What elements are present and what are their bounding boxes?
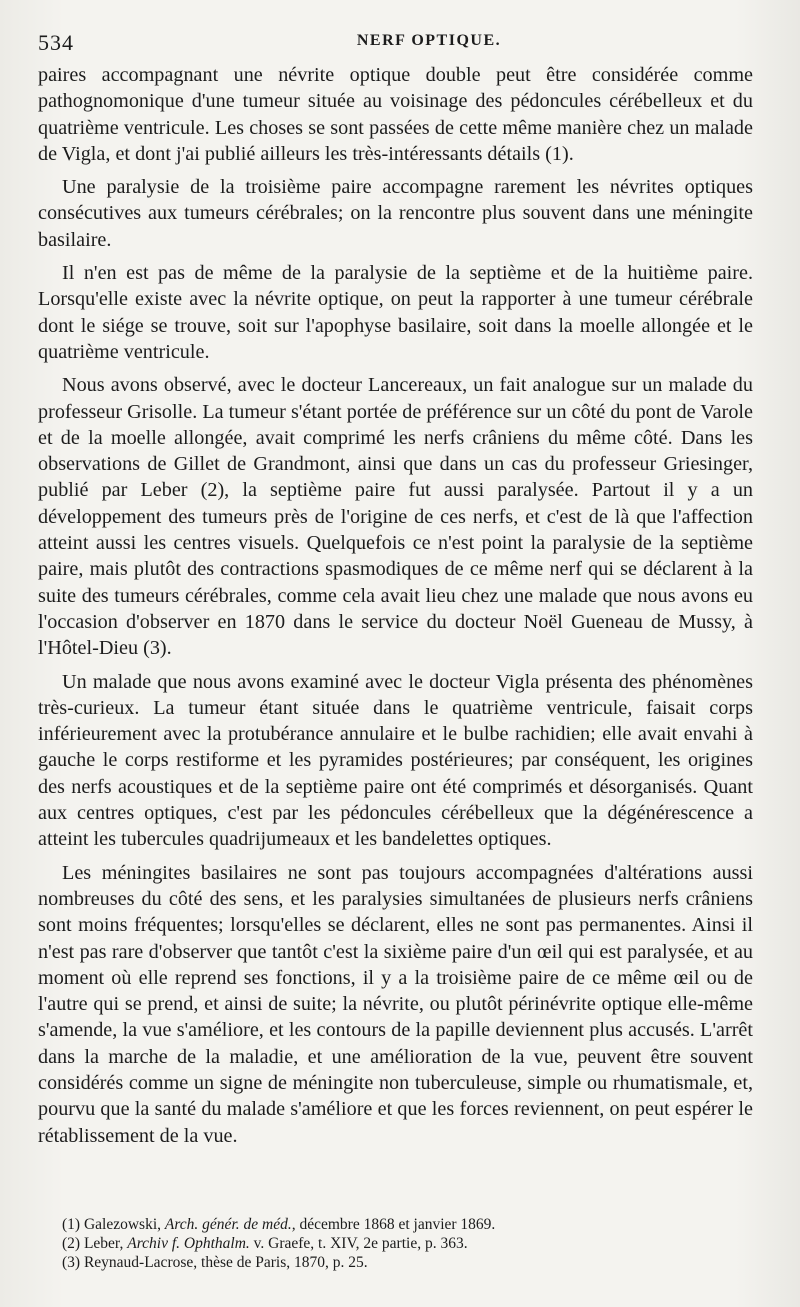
- footnote: [62, 1215, 702, 1234]
- footnote-author: Reynaud-Lacrose,: [83, 1254, 198, 1271]
- page-number: 534: [38, 30, 74, 55]
- footnote: [62, 1253, 702, 1272]
- footnote-number: (2): [62, 1235, 81, 1252]
- paragraph: Nous avons observé, avec le docteur Lancereaux, un fait analogue sur un malade du professeur Grisolle. La tumeur s'étant portée de préférence sur un côté du pont de Varole et de la moelle allongée, avait comprimé les nerfs crâniens du même côté. Dans les observations de Gillet de Grandmont, ainsi que dans un cas du professeur Griesinger, publié par Leber (2), la septième paire fut aussi paralysée. Partout il y a un développement des tumeurs près de l'origine de ces nerfs, et c'est de là que l'affection atteint aussi les centres visuels. Quelquefois ce n'est point la paralysie de la septième paire, mais plutôt des contractions spasmodiques de ce même nerf qui se déclarent à la suite des tumeurs cérébrales, comme cela avait lieu chez une malade que nous avons eu l'occasion d'observer en 1870 dans le service du docteur Noël Gueneau de Mussy, à l'Hôtel-Dieu (3).: [38, 374, 753, 660]
- paragraph: Les méningites basilaires ne sont pas toujours accompagnées d'altérations aussi nombreuses du côté des sens, et les paralysies simultanées de plusieurs nerfs crâniens sont moins fréquentes; lorsqu'elles se déclarent, elles ne sont pas permanentes. Ainsi il n'est pas rare d'observer que tantôt c'est la sixième paire d'un œil qui est paralysée, et au moment où elle reprend ses fonctions, il y a la troisième paire de ce même œil ou de l'autre qui se prend, et ainsi de suite; la névrite, ou plutôt périnévrite optique elle-même s'amende, la vue s'améliore, et les contours de la papille deviennent plus accusés. L'arrêt dans la marche de la maladie, et une amélioration de la vue, peuvent être souvent considérés comme un signe de méningite non tuberculeuse, simple ou rhumatismale, et, pourvu que la santé du malade s'améliore et que les forces reviennent, on peut espérer le rétablissement de la vue.: [38, 861, 753, 1147]
- footnote-author: Leber,: [83, 1235, 124, 1252]
- footnote-work: Archiv f. Ophthalm.: [127, 1235, 250, 1252]
- paragraph: Il n'en est pas de même de la paralysie de la septième et de la huitième paire. Lorsqu'elle existe avec la névrite optique, on peut la rapporter à une tumeur cérébrale dont le siége se trouve, soit sur l'apophyse basilaire, soit dans la moelle allongée et le quatrième ventricule.: [38, 262, 753, 363]
- body-text: [38, 62, 753, 1156]
- footnote-work: Arch. génér. de méd.,: [164, 1216, 296, 1233]
- paragraph: paires accompagnant une névrite optique double peut être considérée comme pathognomonique d'une tumeur située au voisinage des pédoncules cérébelleux et du quatrième ventricule. Les choses se sont passées de cette même manière chez un malade de Vigla, et dont j'ai publié ailleurs les très-intéressants détails (1).: [38, 64, 753, 165]
- footnote-author: Galezowski,: [83, 1216, 161, 1233]
- footnote-number: (1): [62, 1216, 81, 1233]
- footnote-detail: décembre 1868 et janvier 1869.: [299, 1216, 496, 1233]
- footnote-detail: thèse de Paris, 1870, p. 25.: [201, 1254, 368, 1271]
- page-header: [38, 28, 760, 58]
- footnote: [62, 1234, 702, 1253]
- paragraph: Un malade que nous avons examiné avec le docteur Vigla présenta des phénomènes très-curieux. La tumeur étant située dans le quatrième ventricule, faisait corps inférieurement avec la protubérance annulaire et le bulbe rachidien; elle avait envahi à gauche le corps restiforme et les pyramides postérieures; par conséquent, les origines des nerfs acoustiques et de la septième paire ont été comprimés et désorganisés. Quant aux centres optiques, c'est par les pédoncules cérébelleux que la dégénérescence a atteint les tubercules quadrijumeaux et les bandelettes optiques.: [38, 670, 753, 851]
- footnotes: [62, 1215, 702, 1272]
- running-title: NERF OPTIQUE.: [356, 32, 502, 49]
- footnote-number: (3): [62, 1254, 81, 1271]
- paragraph: Une paralysie de la troisième paire accompagne rarement les névrites optiques consécutives aux tumeurs cérébrales; on la rencontre plus souvent dans une méningite basilaire.: [38, 176, 753, 251]
- footnote-detail: v. Graefe, t. XIV, 2e partie, p. 363.: [253, 1235, 468, 1252]
